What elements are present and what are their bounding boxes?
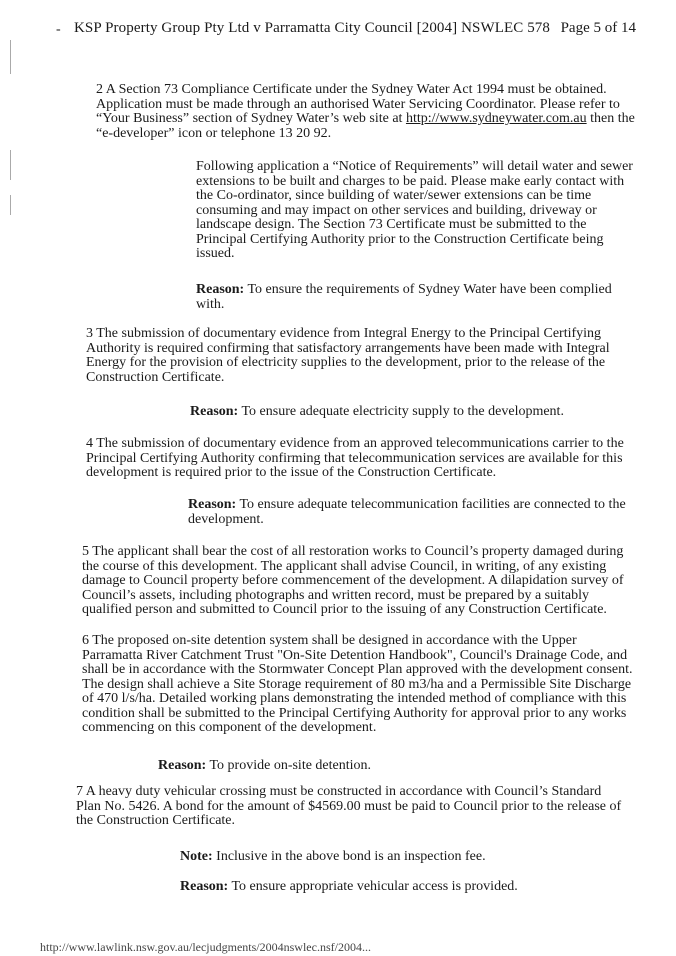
reason-label: Reason: [190, 404, 239, 419]
condition-2-text: 2 A Section 73 Compliance Certificate under the Sydney Water Act 1994 must be obtained. Application must be made through an authorised Water Servicing Coordinator. Please refer to “Your Business” section of Sydney Water’s web site at [96, 82, 620, 126]
condition-7-text: 7 A heavy duty vehicular crossing must be constructed in accordance with Council’s Standard Plan No. 5426. A bond for the amount of $4569.00 must be paid to Council prior to the release of the Construction Certificate. [76, 784, 622, 828]
condition-7-reason-text: To ensure appropriate vehicular access is provided. [228, 879, 518, 894]
condition-5 [82, 545, 634, 618]
reason-label: Reason: [196, 282, 245, 297]
footer-url: http://www.lawlink.nsw.gov.au/lecjudgments/2004nswlec.nsf/2004... [40, 940, 371, 954]
condition-5-text: 5 The applicant shall bear the cost of all restoration works to Council’s property damaged during the course of this development. The applicant shall advise Council, in writing, of any existing damage to Council property before commencement of the development. A dilapidation survey of Council’s assets, including photographs and written record, must be prepared by a suitably qualified person and submitted to Council prior to the issuing of any Construction Certificate. [82, 544, 624, 617]
margin-mark [10, 40, 11, 74]
condition-7-reason [180, 880, 620, 895]
condition-4-text: 4 The submission of documentary evidence from an approved telecommunications carrier to the Principal Certifying Authority confirming that telecommunication services are available for this development is required prior to the issue of the Construction Certificate. [86, 436, 624, 480]
condition-2-reason [196, 283, 616, 312]
condition-7 [76, 785, 628, 829]
condition-6-reason [158, 759, 598, 774]
sydney-water-link[interactable]: http://www.sydneywater.com.au [405, 111, 587, 126]
condition-6-text: 6 The proposed on-site detention system shall be designed in accordance with the Upper Parramatta River Catchment Trust "On-Site Detention Handbook", Council's Drainage Code, and shall be in accordance with the Stormwater Concept Plan approved with the development consent. The design shall achieve a Site Storage requirement of 80 m3/ha and a Permissible Site Discharge of 470 l/s/ha. Detailed working plans demonstrating the intended method of compliance with this condition shall be submitted to the Principal Certifying Authority for approval prior to any works commencing on this component of the development. [82, 633, 633, 735]
condition-4 [86, 437, 638, 481]
condition-2-text-end: then the “e-developer” icon or telephone 13 20 92. [96, 111, 635, 141]
condition-4-reason [188, 498, 628, 527]
condition-3-text: 3 The submission of documentary evidence from Integral Energy to the Principal Certifying Authority is required confirming that satisfactory arrangements have been made with Integral Energy for the provision of electricity supplies to the development, prior to the release of the Construction Certificate. [86, 326, 610, 385]
condition-2 [96, 83, 640, 141]
condition-2-reason-text: To ensure the requirements of Sydney Water have been complied with. [196, 282, 612, 312]
condition-6-reason-text: To provide on-site detention. [206, 758, 372, 773]
margin-mark [10, 150, 11, 180]
condition-6 [82, 634, 634, 736]
margin-mark [10, 195, 11, 215]
condition-3-reason [190, 405, 630, 420]
condition-2-note-text: Following application a “Notice of Requirements” will detail water and sewer extensions to be built and charges to be paid. Please make early contact with the Co-ordinator, since building of water/sewer extensions can be time consuming and may impact on other services and building, driveway or landscape design. The Section 73 Certificate must be submitted to the Principal Certifying Authority prior to the Construction Certificate being issued. [196, 159, 633, 261]
condition-4-reason-text: To ensure adequate telecommunication facilities are connected to the development. [188, 497, 626, 527]
condition-7-note [180, 850, 620, 865]
note-label: Note: [180, 849, 213, 864]
reason-label: Reason: [158, 758, 207, 773]
condition-2-note [196, 160, 634, 262]
header-bullet: - [56, 22, 61, 37]
condition-7-note-text: Inclusive in the above bond is an inspection fee. [212, 849, 486, 864]
reason-label: Reason: [180, 879, 229, 894]
page-number: Page 5 of 14 [560, 20, 636, 36]
condition-3 [86, 327, 638, 385]
reason-label: Reason: [188, 497, 237, 512]
condition-3-reason-text: To ensure adequate electricity supply to the development. [238, 404, 564, 419]
document-title: KSP Property Group Pty Ltd v Parramatta City Council [2004] NSWLEC 578 [74, 20, 550, 36]
